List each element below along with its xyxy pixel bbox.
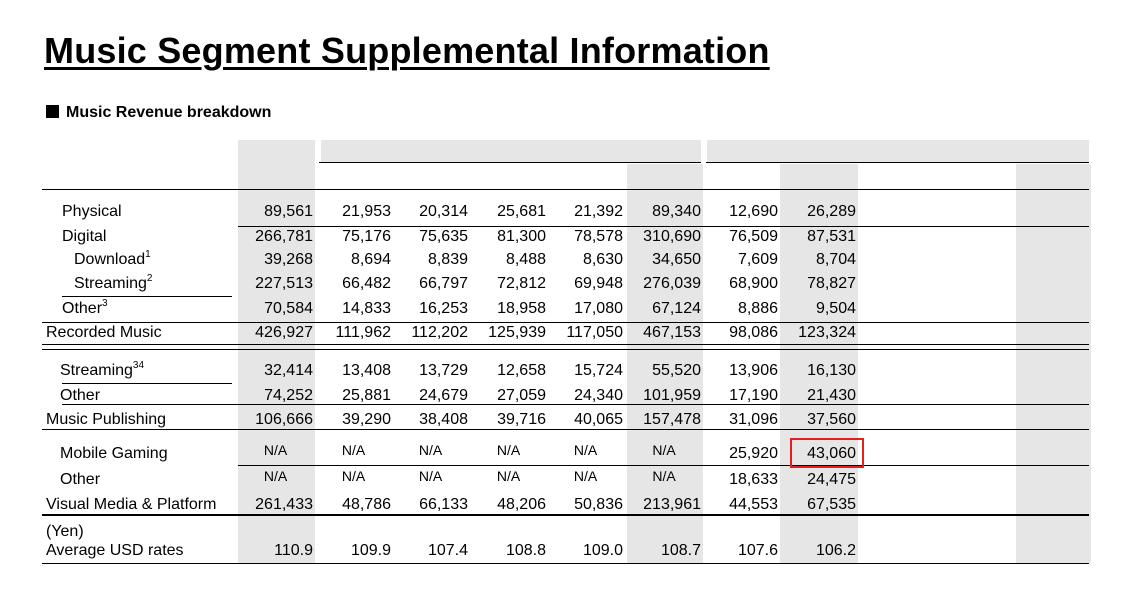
- table-cell: 98,086: [729, 324, 778, 341]
- table-cell: 261,433: [255, 496, 313, 513]
- table-cell: 21,430: [807, 387, 856, 404]
- row-label-text: Music Publishing: [46, 411, 167, 428]
- row-label-text: Digital: [62, 228, 107, 245]
- table-cell: N/A: [263, 442, 288, 458]
- table-cell: N/A: [496, 442, 521, 458]
- header-line: [42, 189, 1089, 190]
- highlight-box: [790, 438, 864, 468]
- table-cell: 117,050: [566, 324, 623, 341]
- table-cell: 55,520: [652, 362, 701, 379]
- table-cell: N/A: [263, 468, 288, 484]
- table-cell: 39,268: [264, 251, 313, 268]
- table-cell: 67,124: [652, 300, 701, 317]
- table-cell: 78,827: [807, 275, 856, 292]
- row-separator: [62, 383, 232, 384]
- table-cell: 81,300: [497, 228, 546, 245]
- table-cell: 15,724: [574, 362, 623, 379]
- row-label-text: Other: [60, 387, 101, 404]
- row-label: [74, 274, 152, 294]
- row-separator: [62, 296, 232, 297]
- table-cell: 37,560: [807, 411, 856, 428]
- table-cell: 70,584: [264, 300, 313, 317]
- table-cell: 8,694: [350, 251, 391, 268]
- table-cell: 106.2: [815, 542, 856, 559]
- table-cell: 276,039: [643, 275, 701, 292]
- header-line: [706, 162, 1089, 163]
- table-cell: 27,059: [497, 387, 546, 404]
- table-cell: 123,324: [798, 324, 856, 341]
- table-cell: 8,488: [505, 251, 546, 268]
- section-title: [46, 104, 271, 122]
- table-cell: 38,408: [419, 411, 468, 428]
- table-cell: 106,666: [255, 411, 313, 428]
- row-label-text: Other: [62, 300, 103, 317]
- table-cell: 8,630: [582, 251, 623, 268]
- table-cell: N/A: [573, 442, 598, 458]
- footnote-marker: 2: [146, 273, 153, 284]
- table-cell: 50,836: [574, 496, 623, 513]
- row-label: [60, 386, 100, 406]
- table-cell: 18,958: [497, 300, 546, 317]
- table-cell: 109.9: [350, 542, 391, 559]
- shaded-column: [1016, 164, 1091, 563]
- row-separator: [42, 429, 1089, 430]
- row-label: [60, 444, 168, 464]
- header-line: [319, 162, 701, 163]
- section-title-text: Music Revenue breakdown: [66, 104, 272, 121]
- table-cell: 12,690: [729, 203, 778, 220]
- table-cell: 227,513: [255, 275, 313, 292]
- row-label: [46, 410, 166, 430]
- table-cell: N/A: [418, 442, 443, 458]
- table-cell: 66,797: [419, 275, 468, 292]
- table-cell: 72,812: [497, 275, 546, 292]
- row-label: [46, 522, 84, 542]
- table-cell: 76,509: [729, 228, 778, 245]
- table-cell: 108.7: [660, 542, 701, 559]
- row-label: [46, 541, 184, 561]
- table-cell: 31,096: [729, 411, 778, 428]
- table-cell: 109.0: [582, 542, 623, 559]
- table-cell: 25,881: [342, 387, 391, 404]
- table-cell: N/A: [652, 468, 676, 484]
- table-cell: 9,504: [815, 300, 856, 317]
- row-label-text: Visual Media & Platform: [46, 496, 217, 513]
- table-cell: 125,939: [488, 324, 546, 341]
- page-title: Music Segment Supplemental Information: [44, 30, 770, 71]
- row-label-text: Physical: [62, 203, 122, 220]
- row-label: [62, 299, 108, 319]
- table-cell: 25,920: [729, 445, 778, 462]
- table-cell: 20,314: [419, 203, 468, 220]
- row-label-text: Other: [60, 471, 101, 488]
- table-cell: 110.9: [274, 542, 313, 559]
- table-cell: 7,609: [737, 251, 778, 268]
- table-cell: 34,650: [652, 251, 701, 268]
- table-cell: 101,959: [643, 387, 701, 404]
- table-cell: 18,633: [729, 471, 778, 488]
- table-cell: 44,553: [729, 496, 778, 513]
- table-cell: 107.6: [737, 542, 778, 559]
- row-label-text: Streaming: [60, 362, 133, 379]
- table-cell: 74,252: [264, 387, 313, 404]
- fy20-header-bg: [707, 140, 1089, 162]
- row-label-text: (Yen): [46, 523, 84, 540]
- table-cell: 467,153: [643, 324, 701, 341]
- table-cell: 13,729: [419, 362, 468, 379]
- table-cell: 16,253: [419, 300, 468, 317]
- footnote-marker: 3: [102, 298, 108, 309]
- row-label: [60, 361, 144, 381]
- table-cell: 78,578: [574, 228, 623, 245]
- bullet-square-icon: [46, 105, 59, 118]
- table-cell: 43,060: [807, 445, 856, 462]
- table-cell: 26,289: [807, 203, 856, 220]
- row-label: [62, 227, 106, 247]
- row-label-text: Recorded Music: [46, 324, 162, 341]
- row-label-text: Streaming: [74, 275, 147, 292]
- row-label-text: Average USD rates: [46, 542, 184, 559]
- fy19-header-bg: [321, 140, 701, 162]
- table-cell: 67,535: [807, 496, 856, 513]
- footnote-marker: 34: [132, 360, 145, 371]
- table-cell: 310,690: [643, 228, 701, 245]
- table-cell: 21,953: [342, 203, 391, 220]
- table-cell: 48,786: [342, 496, 391, 513]
- table-cell: 12,658: [497, 362, 546, 379]
- row-label: [74, 250, 151, 270]
- table-cell: 40,065: [574, 411, 623, 428]
- table-cell: 426,927: [255, 324, 313, 341]
- table-cell: 21,392: [574, 203, 623, 220]
- table-cell: 13,906: [729, 362, 778, 379]
- row-label: [46, 323, 162, 343]
- row-separator: [62, 404, 1089, 405]
- row-separator: [42, 344, 1089, 345]
- table-cell: 108.8: [505, 542, 546, 559]
- table-cell: 111,962: [335, 324, 391, 341]
- table-cell: 87,531: [807, 228, 856, 245]
- row-separator: [238, 465, 1089, 466]
- table-cell: 8,704: [815, 251, 856, 268]
- table-cell: N/A: [652, 442, 676, 458]
- row-separator: [42, 322, 1089, 323]
- table-cell: 14,833: [342, 300, 391, 317]
- table-cell: 89,561: [264, 203, 313, 220]
- table-cell: 39,716: [497, 411, 546, 428]
- row-label-text: Mobile Gaming: [60, 445, 168, 462]
- table-cell: 25,681: [497, 203, 546, 220]
- row-label-text: Download: [74, 251, 146, 268]
- table-cell: 157,478: [643, 411, 701, 428]
- row-label: [60, 470, 100, 490]
- row-separator: [42, 514, 1089, 516]
- row-label: [62, 202, 122, 222]
- table-cell: 107.4: [427, 542, 468, 559]
- table-cell: 8,886: [737, 300, 778, 317]
- table-cell: 112,202: [411, 324, 468, 341]
- table-cell: 17,080: [574, 300, 623, 317]
- table-cell: 24,475: [807, 471, 856, 488]
- table-cell: N/A: [496, 468, 521, 484]
- table-cell: 66,133: [419, 496, 468, 513]
- table-cell: 24,679: [419, 387, 468, 404]
- table-cell: 32,414: [264, 362, 313, 379]
- table-cell: 17,190: [729, 387, 778, 404]
- row-separator: [238, 226, 1089, 227]
- table-cell: N/A: [341, 442, 366, 458]
- table-cell: 24,340: [574, 387, 623, 404]
- table-cell: 75,635: [419, 228, 468, 245]
- row-separator: [42, 349, 1089, 350]
- table-cell: 75,176: [342, 228, 391, 245]
- row-separator: [42, 563, 1089, 564]
- table-cell: 266,781: [255, 228, 313, 245]
- table-cell: 16,130: [807, 362, 856, 379]
- table-cell: 213,961: [643, 496, 701, 513]
- row-label: [46, 495, 216, 515]
- table-cell: 89,340: [652, 203, 701, 220]
- table-cell: 8,839: [427, 251, 468, 268]
- table-cell: N/A: [418, 468, 443, 484]
- table-cell: 66,482: [342, 275, 391, 292]
- table-cell: 69,948: [574, 275, 623, 292]
- table-cell: 68,900: [729, 275, 778, 292]
- table-cell: N/A: [573, 468, 598, 484]
- table-cell: 48,206: [497, 496, 546, 513]
- table-cell: 13,408: [342, 362, 391, 379]
- footnote-marker: 1: [145, 249, 151, 260]
- table-cell: N/A: [341, 468, 366, 484]
- table-cell: 39,290: [342, 411, 391, 428]
